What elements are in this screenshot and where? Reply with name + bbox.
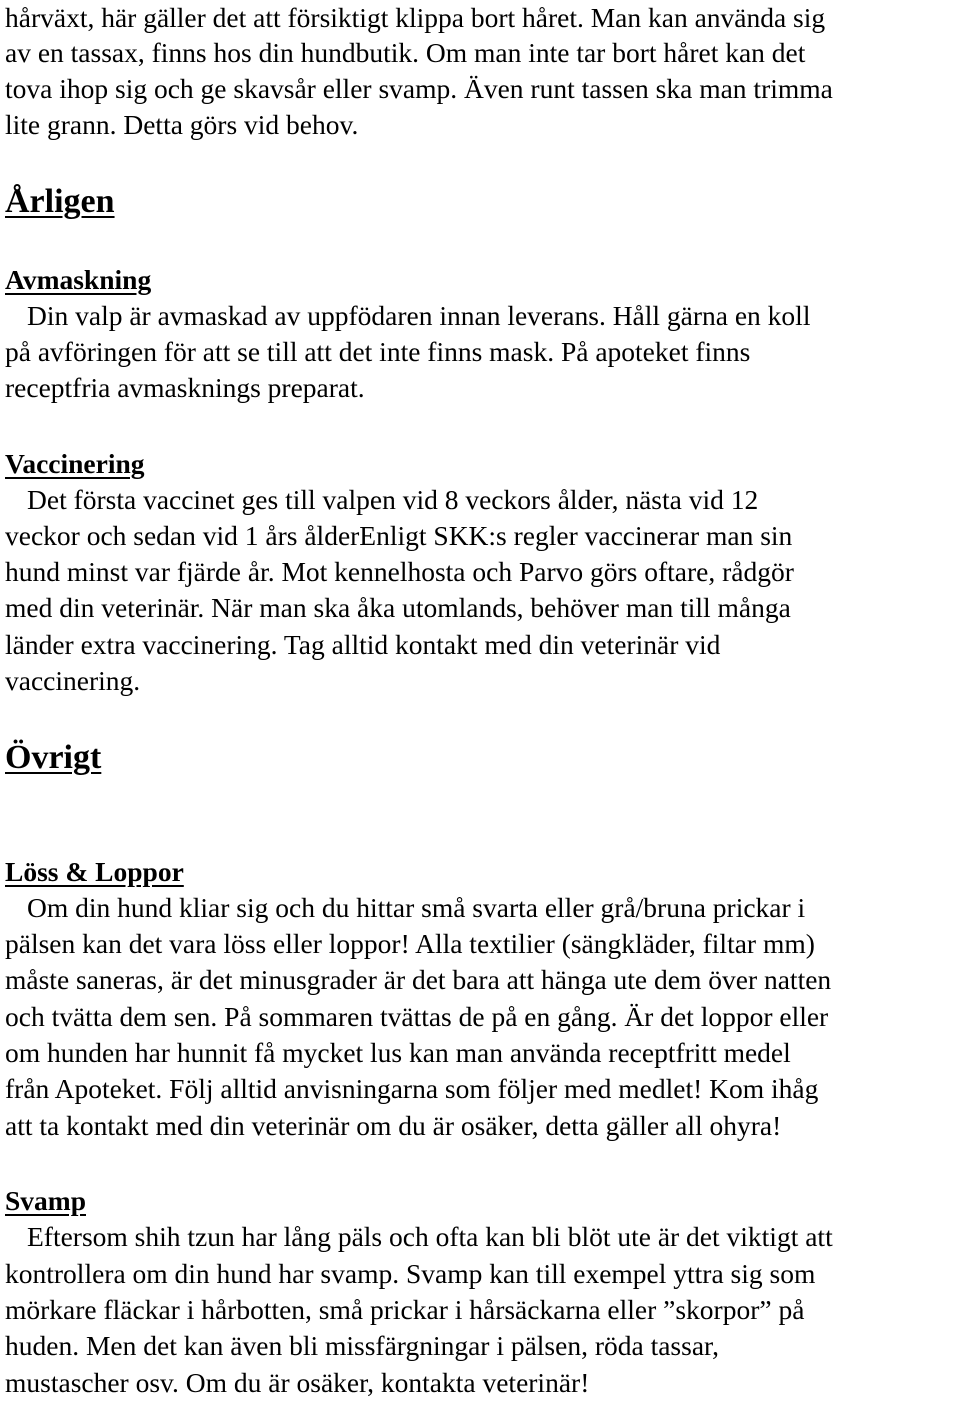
- paragraph-line: pälsen kan det vara löss eller loppor! Alla textilier (sängkläder, filtar mm): [5, 928, 815, 959]
- paragraph-line: att ta kontakt med din veterinär om du är osäker, detta gäller all ohyra!: [5, 1110, 782, 1141]
- paragraph-line: mustascher osv. Om du är osäker, kontakta veterinär!: [5, 1367, 590, 1398]
- paragraph-line: länder extra vaccinering. Tag alltid kontakt med din veterinär vid: [5, 629, 721, 660]
- paragraph-line: på avföringen för att se till att det inte finns mask. På apoteket finns: [5, 336, 751, 367]
- paragraph-line: om hunden har hunnit få mycket lus kan man använda receptfritt medel: [5, 1037, 791, 1068]
- paragraph-line: kontrollera om din hund har svamp. Svamp kan till exempel yttra sig som: [5, 1258, 816, 1289]
- subheading-svamp: Svamp: [5, 1185, 86, 1216]
- paragraph-line: måste saneras, är det minusgrader är det bara att hänga ute dem över natten: [5, 964, 832, 995]
- subheading-avmaskning: Avmaskning: [5, 264, 152, 295]
- paragraph-line: lite grann. Detta görs vid behov.: [5, 109, 359, 140]
- paragraph-line: huden. Men det kan även bli missfärgningar i pälsen, röda tassar,: [5, 1330, 719, 1361]
- paragraph-line: mörkare fläckar i hårbotten, små prickar i hårsäckarna eller ”skorpor” på: [5, 1294, 805, 1325]
- paragraph-line: hårväxt, här gäller det att försiktigt klippa bort håret. Man kan använda sig: [5, 2, 826, 33]
- paragraph-line: veckor och sedan vid 1 års ålderEnligt SKK:s regler vaccinerar man sin: [5, 520, 793, 551]
- paragraph-line: och tvätta dem sen. På sommaren tvättas de på en gång. Är det loppor eller: [5, 1001, 829, 1032]
- paragraph-line: av en tassax, finns hos din hundbutik. Om man inte tar bort håret kan det: [5, 37, 806, 68]
- subheading-loss-loppor: Löss & Loppor: [5, 856, 184, 887]
- subheading-vaccinering: Vaccinering: [5, 448, 145, 479]
- paragraph-line: receptfria avmasknings preparat.: [5, 372, 365, 403]
- paragraph-line: Om din hund kliar sig och du hittar små svarta eller grå/bruna prickar i: [27, 892, 806, 923]
- paragraph-line: vaccinering.: [5, 665, 141, 696]
- paragraph-line: Det första vaccinet ges till valpen vid 8 veckors ålder, nästa vid 12: [27, 484, 759, 515]
- section-heading-ovrigt: Övrigt: [5, 739, 102, 776]
- paragraph-line: Eftersom shih tzun har lång päls och ofta kan bli blöt ute är det viktigt att: [27, 1221, 833, 1252]
- paragraph-line: från Apoteket. Följ alltid anvisningarna som följer med medlet! Kom ihåg: [5, 1073, 819, 1104]
- paragraph-line: hund minst var fjärde år. Mot kennelhosta och Parvo görs oftare, rådgör: [5, 556, 794, 587]
- paragraph-line: Din valp är avmaskad av uppfödaren innan leverans. Håll gärna en koll: [27, 300, 811, 331]
- paragraph-line: med din veterinär. När man ska åka utomlands, behöver man till många: [5, 592, 791, 623]
- section-heading-arligen: Årligen: [5, 183, 115, 220]
- paragraph-line: tova ihop sig och ge skavsår eller svamp. Även runt tassen ska man trimma: [5, 73, 833, 104]
